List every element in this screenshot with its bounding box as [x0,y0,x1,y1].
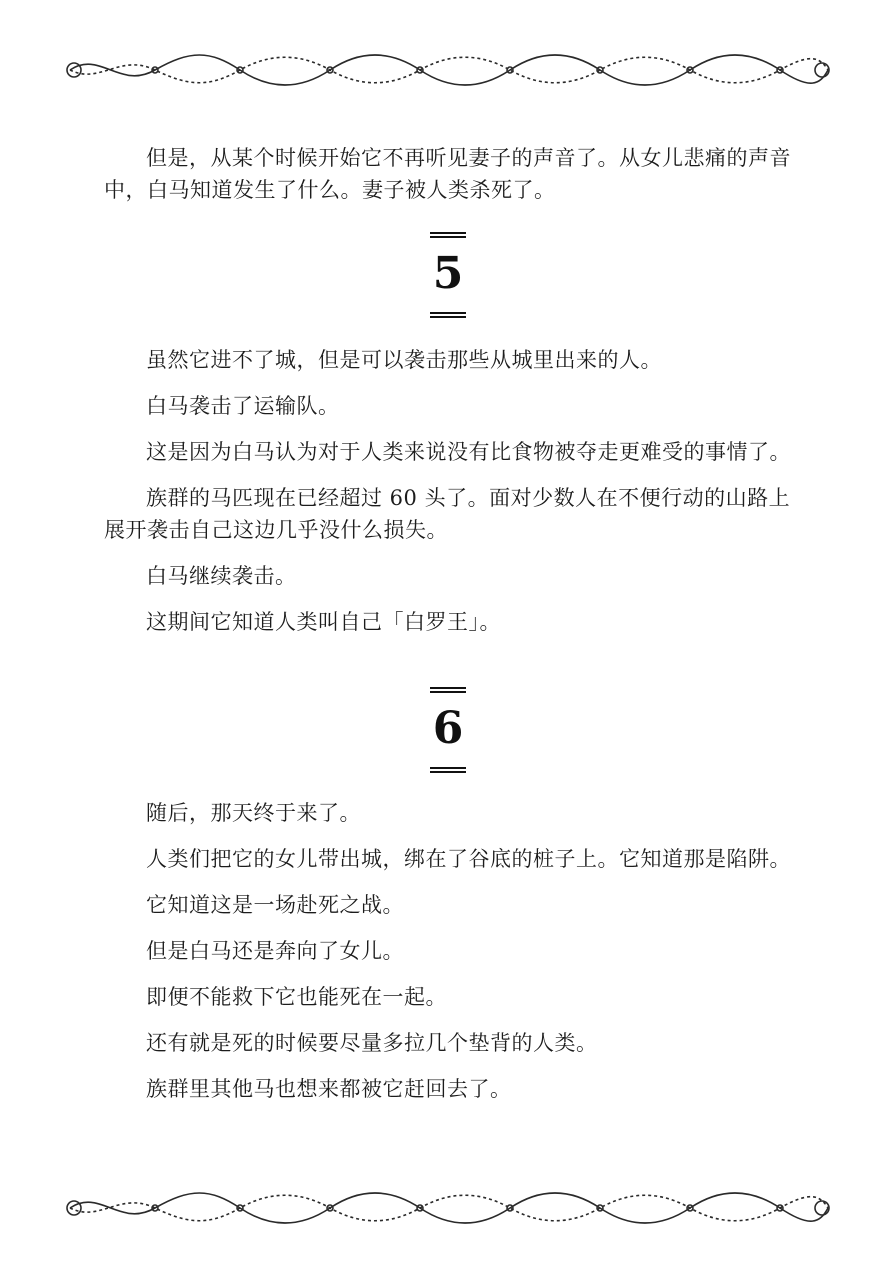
paragraph: 它知道这是一场赴死之战。 [146,893,404,917]
vine-ornament-icon [60,45,836,95]
section-a [104,142,804,206]
top-ornament-border [60,45,836,95]
paragraph: 这是因为白马认为对于人类来说没有比食物被夺走更难受的事情了。 [146,440,791,464]
chapter-number: 6 [432,703,464,754]
chapter-heading-5 [398,232,498,318]
paragraph: 族群的马匹现在已经超过 60 头了。面对少数人在不便行动的山路上展开袭击自己这边几乎没什么损失。 [104,486,791,542]
paragraph: 人类们把它的女儿带出城，绑在了谷底的桩子上。它知道那是陷阱。 [146,847,791,871]
chapter-number: 5 [432,248,464,299]
paragraph: 族群里其他马也想来都被它赶回去了。 [146,1077,512,1101]
paragraph: 白马袭击了运输队。 [146,394,340,418]
paragraph: 还有就是死的时候要尽量多拉几个垫背的人类。 [146,1031,598,1055]
paragraph: 随后，那天终于来了。 [146,801,361,825]
chapter-rule-top [430,687,466,693]
section-c [104,797,804,1105]
chapter-heading-6 [398,687,498,773]
chapter-rule-bottom [430,767,466,773]
bottom-ornament-border [60,1183,836,1233]
vine-ornament-icon [60,1183,836,1233]
chapter-rule-bottom [430,312,466,318]
paragraph: 白马继续袭击。 [146,564,297,588]
section-b [104,344,804,638]
paragraph: 虽然它进不了城，但是可以袭击那些从城里出来的人。 [146,348,662,372]
paragraph: 但是，从某个时候开始它不再听见妻子的声音了。从女儿悲痛的声音中，白马知道发生了什么。妻子被人类杀死了。 [104,146,791,202]
paragraph: 但是白马还是奔向了女儿。 [146,939,404,963]
paragraph: 即便不能救下它也能死在一起。 [146,985,447,1009]
chapter-rule-top [430,232,466,238]
paragraph: 这期间它知道人类叫自己「白罗王」。 [146,610,501,634]
